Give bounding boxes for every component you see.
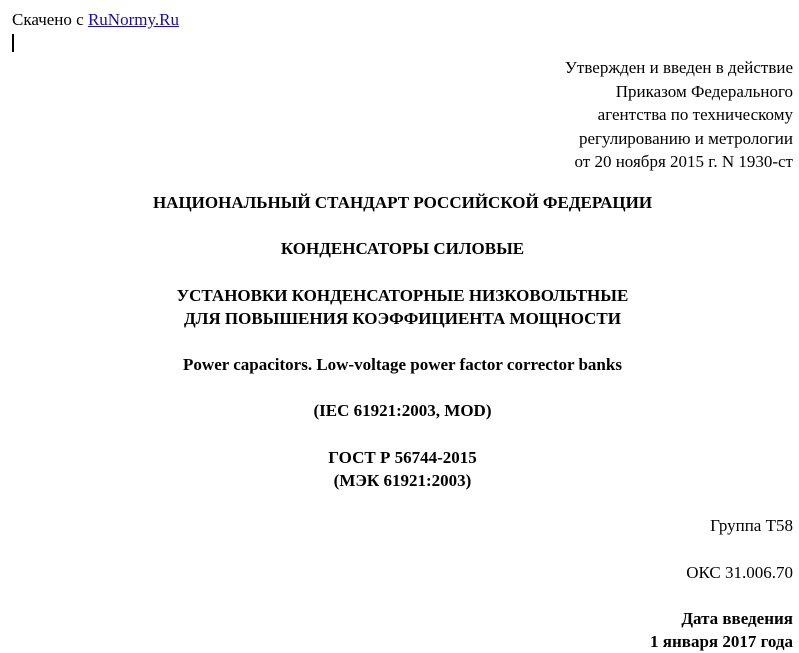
mek-reference: (МЭК 61921:2003): [333, 471, 472, 490]
approval-line: Утвержден и введен в действие: [564, 58, 793, 77]
approval-block: [565, 56, 793, 174]
source-link[interactable]: RuNormy.Ru: [87, 10, 179, 29]
subtitle-line-1: УСТАНОВКИ КОНДЕНСАТОРНЫЕ НИЗКОВОЛЬТНЫЕ: [176, 286, 629, 305]
subtitle-line-2: ДЛЯ ПОВЫШЕНИЯ КОЭФФИЦИЕНТА МОЩНОСТИ: [184, 309, 621, 328]
text-cursor: [12, 34, 14, 52]
oks-code: ОКС 31.006.70: [686, 563, 793, 582]
approval-line: Приказом Федерального: [615, 81, 793, 101]
introduction-date: 1 января 2017 года: [650, 632, 793, 651]
gost-designation: [0, 446, 799, 492]
english-title: Power capacitors. Low-voltage power factor corrector banks: [183, 355, 622, 374]
standard-type-heading: НАЦИОНАЛЬНЫЙ СТАНДАРТ РОССИЙСКОЙ ФЕДЕРАЦИИ: [152, 193, 653, 212]
source-prefix: Скачено с: [12, 10, 88, 29]
approval-line: регулированию и метрологии: [578, 128, 793, 148]
gost-number: ГОСТ Р 56744-2015: [328, 448, 477, 467]
approval-line: агентства по техническому: [597, 105, 793, 125]
approval-line: от 20 ноября 2015 г. N 1930-ст: [574, 152, 793, 172]
document-subtitle: [0, 284, 799, 330]
iec-reference: (IEC 61921:2003, MOD): [313, 401, 492, 420]
introduction-label: Дата введения: [681, 609, 793, 628]
document-title: КОНДЕНСАТОРЫ СИЛОВЫЕ: [280, 239, 525, 258]
group-code: Группа Т58: [710, 516, 793, 535]
introduction-date-block: [650, 607, 793, 653]
source-line: [12, 9, 179, 31]
